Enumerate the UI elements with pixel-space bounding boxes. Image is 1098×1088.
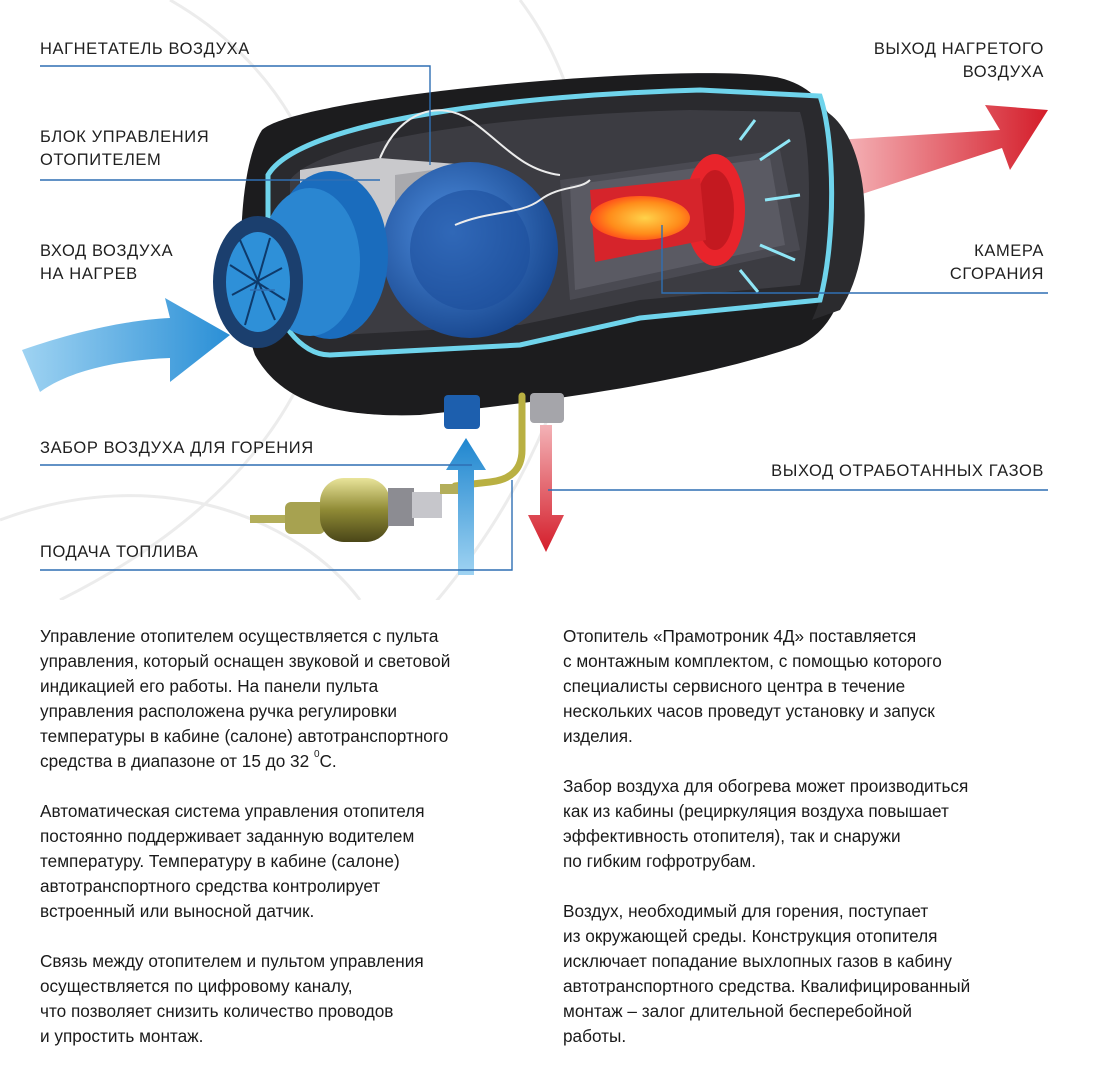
label-blower-text: НАГНЕТАТЕЛЬ ВОЗДУХА bbox=[40, 40, 250, 58]
text-column-right bbox=[563, 624, 1063, 1074]
fuel-pump bbox=[250, 478, 470, 542]
label-exhaust-text: ВЫХОД ОТРАБОТАННЫХ ГАЗОВ bbox=[771, 462, 1044, 480]
label-combustion-air-text: ЗАБОР ВОЗДУХА ДЛЯ ГОРЕНИЯ bbox=[40, 439, 314, 457]
label-control-unit bbox=[40, 126, 209, 172]
heater-housing bbox=[213, 73, 865, 429]
combustion-air-arrow bbox=[446, 438, 486, 575]
label-exhaust bbox=[771, 460, 1044, 483]
left-paragraph-2: Автоматическая система управления отопителя постоянно поддерживает заданную водителем температуру. Температуру в кабине (салоне) автотранспортного средства контролирует встроенный или выносной датчик. bbox=[40, 801, 425, 921]
left-paragraph-3: Связь между отопителем и пультом управления осуществляется по цифровому каналу, что позволяет снизить количество проводов и упростить монтаж. bbox=[40, 951, 424, 1046]
text-column-left bbox=[40, 624, 540, 1074]
right-paragraph-3: Воздух, необходимый для горения, поступает из окружающей среды. Конструкция отопителя исключает попадание выхлопных газов в кабину автотранспортного средства. Квалифицированный монтаж – залог длительной бесперебойной работы. bbox=[563, 901, 971, 1046]
label-air-inlet-line2: НА НАГРЕВ bbox=[40, 265, 138, 283]
label-combustion-air bbox=[40, 437, 314, 460]
label-combustion-chamber-line2: СГОРАНИЯ bbox=[949, 265, 1044, 283]
left-paragraph-1 bbox=[40, 624, 540, 774]
label-hot-air-outlet bbox=[874, 38, 1044, 84]
cold-air-arrow bbox=[22, 298, 230, 392]
hot-air-arrow bbox=[835, 105, 1048, 198]
label-combustion-chamber-line1: КАМЕРА bbox=[974, 242, 1044, 260]
label-fuel-supply-text: ПОДАЧА ТОПЛИВА bbox=[40, 543, 199, 561]
label-hot-air-outlet-line2: ВОЗДУХА bbox=[962, 63, 1044, 81]
label-control-unit-line2: ОТОПИТЕЛЕМ bbox=[40, 151, 162, 169]
label-fuel-supply bbox=[40, 541, 198, 564]
label-air-inlet-line1: ВХОД ВОЗДУХА bbox=[40, 242, 174, 260]
right-paragraph-1: Отопитель «Прамотроник 4Д» поставляется с монтажным комплектом, с помощью которого специалисты сервисного центра в течение нескольких часов проведут установку и запуск изделия. bbox=[563, 626, 942, 746]
label-blower bbox=[40, 38, 250, 61]
label-control-unit-line1: БЛОК УПРАВЛЕНИЯ bbox=[40, 128, 210, 146]
exhaust-arrow bbox=[528, 425, 564, 552]
label-combustion-chamber bbox=[950, 240, 1044, 286]
right-paragraph-2: Забор воздуха для обогрева может производиться как из кабины (рециркуляция воздуха повышает эффективность отопителя), так и снаружи по гибким гофротрубам. bbox=[563, 776, 969, 871]
label-hot-air-outlet-line1: ВЫХОД НАГРЕТОГО bbox=[873, 40, 1044, 58]
left-paragraph-1-body: Управление отопителем осуществляется с пульта управления, который оснащен звуковой и световой индикацией его работы. На панели пульта управления расположена ручка регулировки температуры в кабине (салоне) автотранспортного средства в диапазоне от 15 до 32 bbox=[40, 626, 451, 771]
degree-sup: 0 bbox=[313, 749, 320, 760]
left-paragraph-1-end: С. bbox=[319, 751, 337, 771]
label-air-inlet bbox=[40, 240, 173, 286]
